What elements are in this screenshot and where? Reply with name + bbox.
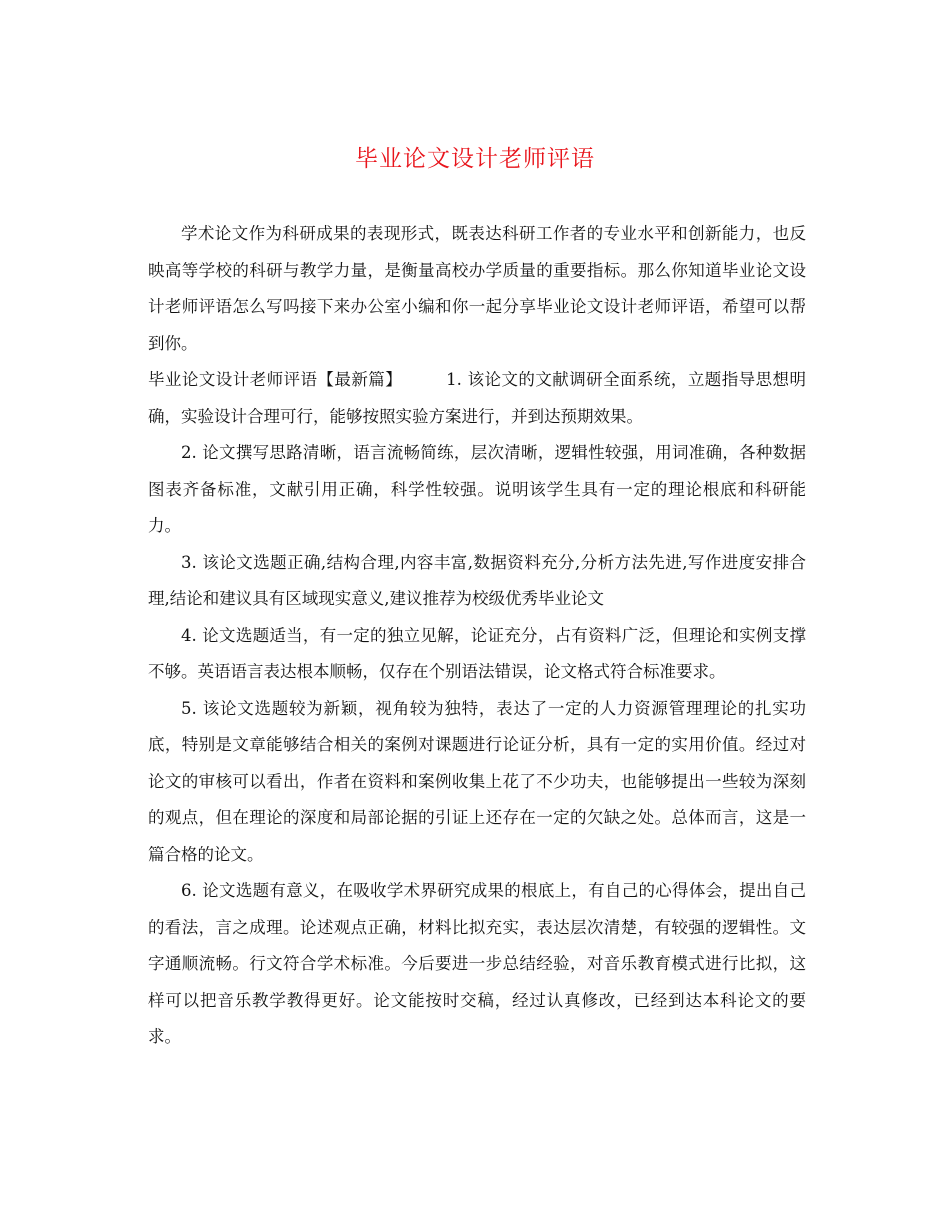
comment-2: 2. 论文撰写思路清晰，语言流畅简练，层次清晰，逻辑性较强，用词准确，各种数据图表齐备标准，文献引用正确，科学性较强。说明该学生具有一定的理论根底和科研能力。 [148,443,806,535]
comment-5: 5. 该论文选题较为新颖，视角较为独特，表达了一定的人力资源管理理论的扎实功底，特别是文章能够结合相关的案例对课题进行论证分析，具有一定的实用价值。经过对论文的审核可以看出，作者在资料和案例收集上花了不少功夫，也能够提出一些较为深刻的观点，但在理论的深度和局部论据的引证上还存在一定的欠缺之处。总体而言，这是一篇合格的论文。 [148,698,806,864]
comment-paragraph-1 [148,362,806,435]
comment-6: 6. 论文选题有意义，在吸收学术界研究成果的根底上，有自己的心得体会，提出自己的看法，言之成理。论述观点正确，材料比拟充实，表达层次清楚，有较强的逻辑性。文字通顺流畅。行文符合学术标准。今后要进一步总结经验，对音乐教育模式进行比拟，这样可以把音乐教学教得更好。论文能按时交稿，经过认真修改，已经到达本科论文的要求。 [148,881,806,1046]
comment-3: 3. 该论文选题正确,结构合理,内容丰富,数据资料充分,分析方法先进,写作进度安排合理,结论和建议具有区域现实意义,建议推荐为校级优秀毕业论文 [148,552,806,608]
comment-1: 1. 该论文的文献调研全面系统，立题指导思想明确，实验设计合理可行，能够按照实验方案进行，并到达预期效果。 [148,370,807,426]
document-body [148,216,806,1056]
section-heading: 毕业论文设计老师评语【最新篇】 [148,370,403,389]
document-title: 毕业论文设计老师评语 [355,146,595,172]
intro-paragraph: 学术论文作为科研成果的表现形式，既表达科研工作者的专业水平和创新能力，也反映高等学校的科研与教学力量，是衡量高校办学质量的重要指标。那么你知道毕业论文设计老师评语怎么写吗接下来办公室小编和你一起分享毕业论文设计老师评语，希望可以帮到你。 [148,224,806,353]
comment-4: 4. 论文选题适当，有一定的独立见解，论证充分，占有资料广泛，但理论和实例支撑不够。英语语言表达根本顺畅，仅存在个别语法错误，论文格式符合标准要求。 [148,625,806,681]
